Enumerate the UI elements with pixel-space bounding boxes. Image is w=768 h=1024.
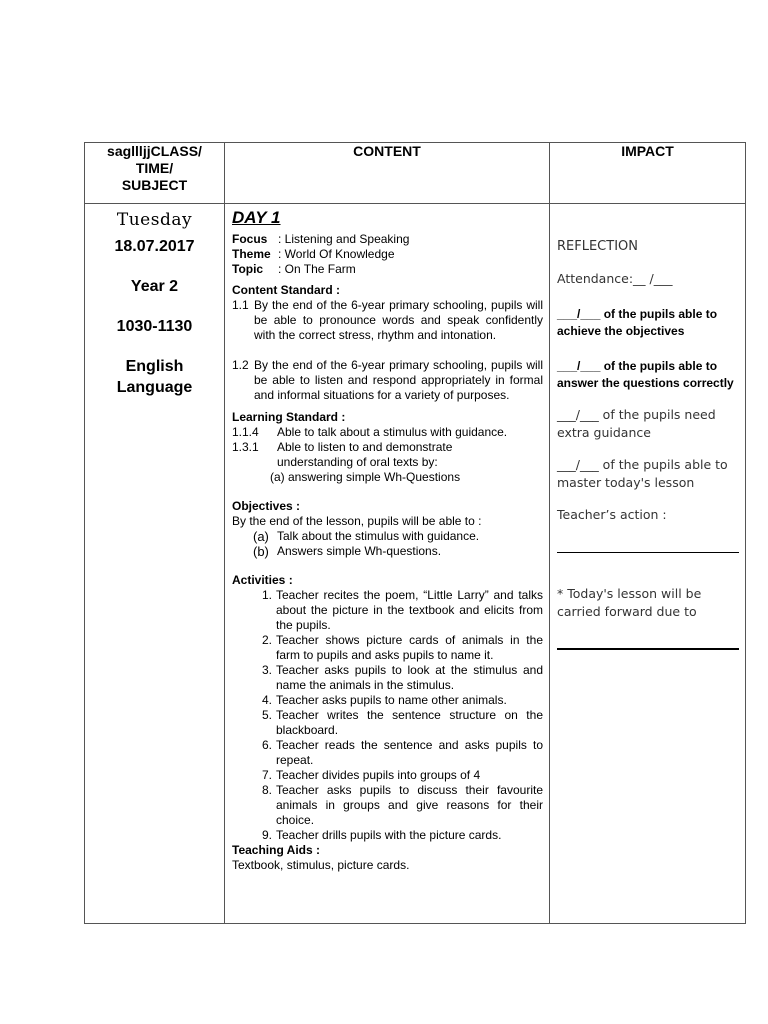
learning-standard-num: 1.1.4 [232,425,259,439]
topic-value: : On The Farm [278,262,356,276]
topic-row [232,262,543,277]
extra-guidance-field: ___/___ of the pupils need extra guidance [557,407,716,440]
activity-num: 6. [261,738,272,752]
objective-text: Answers simple Wh-questions. [277,544,442,558]
objectives-title: Objectives : [232,499,301,513]
objective-num: (b) [253,544,269,559]
subject-line-1: English [125,358,184,375]
activities-list [232,588,543,843]
content-standard-text: By the end of the 6-year primary schooling, pupils will be able to listen and respond appropriately in formal and informal situations for a variety of purposes. [254,358,543,402]
content-standard-num: 1.1 [232,298,249,312]
teacher-action-line [557,551,739,553]
activity-item [232,693,543,708]
header-content: CONTENT [225,143,550,204]
focus-value: : Listening and Speaking [278,232,410,246]
activity-num: 4. [261,693,272,707]
activity-num: 9. [261,828,272,842]
learning-standard-num: 1.3.1 [232,440,259,454]
attendance-field: Attendance:__ /___ [557,271,673,286]
learning-standard-title: Learning Standard : [232,410,346,424]
content-standard-text: By the end of the 6-year primary schooling, pupils will be able to pronounce words and speak confidently with the correct stress, rhythm and intonation. [254,298,543,342]
reflection-title: REFLECTION [557,239,638,254]
learning-standard-text: Able to talk about a stimulus with guidance. [277,425,508,439]
body-row [85,204,746,924]
day-name: Tuesday [116,210,193,230]
activities-title: Activities : [232,573,293,587]
activity-num: 1. [261,588,272,602]
impact-cell [550,204,746,924]
content-standard-num: 1.2 [232,358,249,372]
class-year: Year 2 [130,278,179,295]
activity-item [232,768,543,783]
activity-text: Teacher asks pupils to look at the stimulus and name the animals in the stimulus. [276,663,543,692]
header-class-line: sagllljjCLASS/ [107,143,202,159]
objective-item [232,529,543,544]
theme-label: Theme [232,247,271,261]
master-lesson-field: ___/___ of the pupils able to master today's lesson [557,457,728,490]
activity-text: Teacher divides pupils into groups of 4 [276,768,481,782]
class-info-cell [85,204,225,924]
objective-item [232,544,543,559]
achieve-objectives-field: ___/___ of the pupils able to achieve the objectives [557,307,718,338]
header-class-time-subject [85,143,225,204]
subject-line-2: Language [116,379,193,396]
activity-item [232,633,543,663]
activity-text: Teacher reads the sentence and asks pupils to repeat. [276,738,543,767]
activity-item [232,588,543,633]
header-subject-line: SUBJECT [121,177,188,193]
activity-item [232,783,543,828]
activity-item [232,663,543,693]
teaching-aids-title: Teaching Aids : [232,843,321,857]
activity-num: 3. [261,663,272,677]
objective-num: (a) [253,529,269,544]
learning-standard-continuation: understanding of oral texts by: [277,455,438,469]
learning-standard-item [232,425,543,440]
theme-row [232,247,543,262]
activity-text: Teacher recites the poem, “Little Larry” and talks about the picture in the textbook and elicits from the pupils. [276,588,543,632]
activity-item [232,738,543,768]
activity-text: Teacher asks pupils to name other animals. [276,693,507,707]
topic-label: Topic [232,262,264,276]
carried-forward-line [557,647,739,650]
header-time-line: TIME/ [135,160,174,176]
lesson-time: 1030-1130 [116,318,193,335]
content-standard-item [232,358,543,403]
header-impact: IMPACT [550,143,746,204]
lesson-plan-table [84,142,746,924]
activity-text: Teacher shows picture cards of animals in the farm to pupils and asks pupils to name it. [276,633,543,662]
activity-text: Teacher drills pupils with the picture cards. [276,828,502,842]
teacher-action-label: Teacher’s action : [557,507,667,522]
subject [85,356,224,398]
learning-standard-subitem: (a) answering simple Wh-Questions [270,470,461,484]
header-row [85,143,746,204]
day-heading: DAY 1 [232,208,281,227]
focus-row [232,232,543,247]
activity-num: 7. [261,768,272,782]
activity-num: 8. [261,783,272,797]
lesson-date: 18.07.2017 [114,238,195,255]
content-standard-title: Content Standard : [232,283,340,297]
objective-text: Talk about the stimulus with guidance. [277,529,480,543]
objectives-intro: By the end of the lesson, pupils will be able to : [232,514,482,528]
content-standard-item [232,298,543,343]
focus-label: Focus [232,232,268,246]
theme-value: : World Of Knowledge [278,247,395,261]
learning-standard-text: Able to listen to and demonstrate [277,440,453,454]
content-cell [225,204,550,924]
activity-num: 2. [261,633,272,647]
activity-item [232,828,543,843]
activity-num: 5. [261,708,272,722]
learning-standard-item [232,440,543,455]
carried-forward-note: * Today's lesson will be carried forward due to [557,586,702,619]
activity-text: Teacher asks pupils to discuss their favourite animals in groups and give reasons for their choice. [276,783,543,827]
activity-text: Teacher writes the sentence structure on the blackboard. [276,708,543,737]
activity-item [232,708,543,738]
answer-correctly-field: ___/___ of the pupils able to answer the questions correctly [557,359,734,390]
teaching-aids-text: Textbook, stimulus, picture cards. [232,858,410,872]
